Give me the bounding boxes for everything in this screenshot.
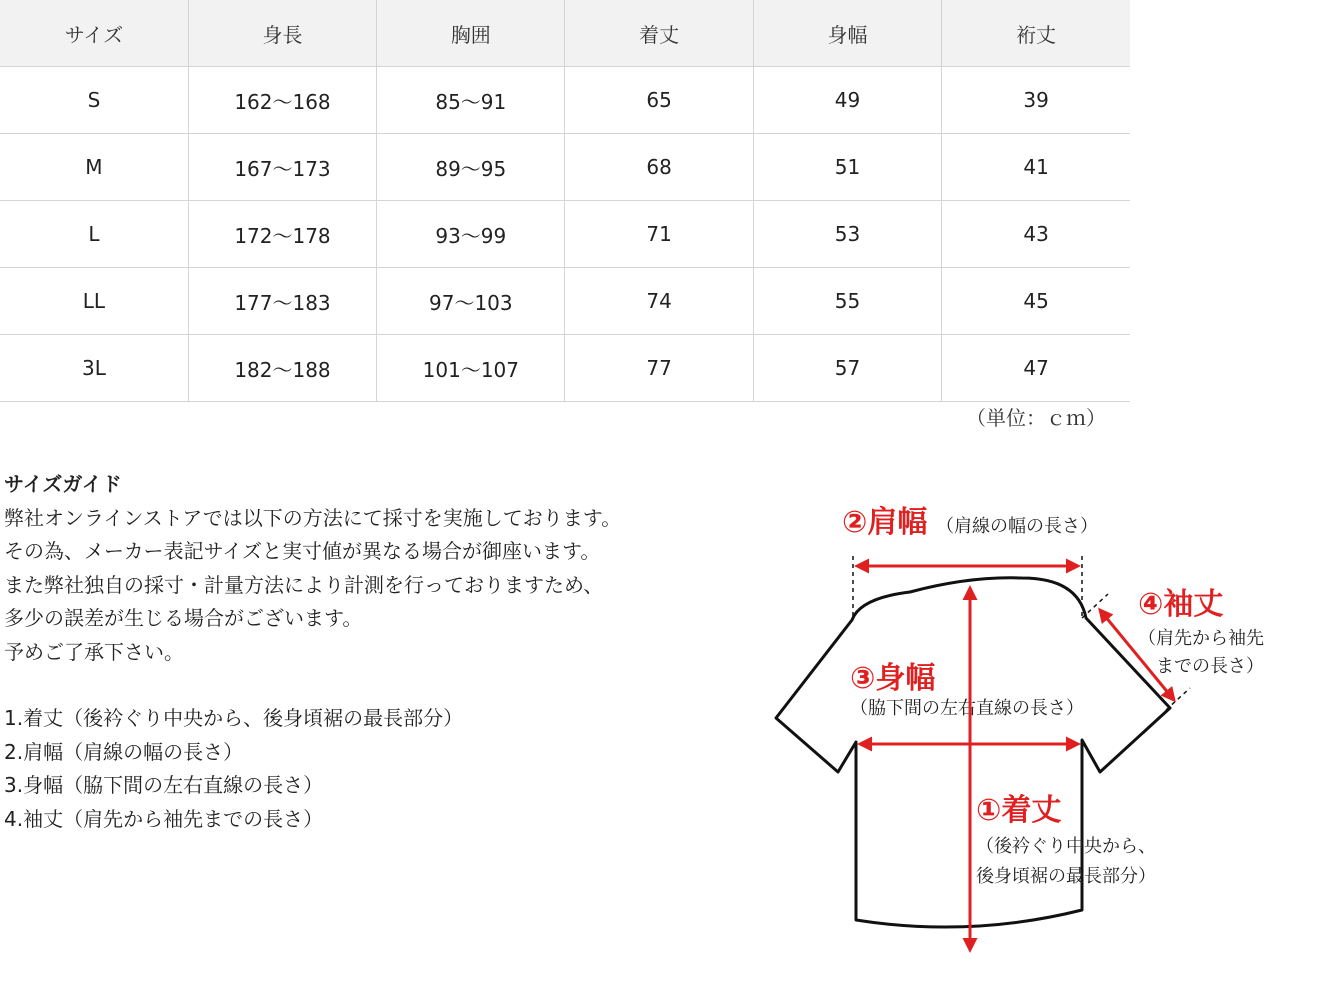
guide-item: 3.身幅（脇下間の左右直線の長さ）: [4, 773, 324, 797]
guide-paragraph: 弊社オンラインストアでは以下の方法にて採寸を実施しております。: [4, 505, 622, 530]
table-cell: 57: [753, 335, 941, 402]
guide-item: 2.肩幅（肩線の幅の長さ）: [4, 739, 244, 764]
table-cell: 68: [565, 134, 753, 201]
table-header-row: [0, 0, 1130, 67]
header-chest: 胸囲: [377, 0, 565, 67]
size-guide: [4, 468, 621, 836]
table-row: [0, 134, 1130, 201]
length-label: ①着丈: [976, 793, 1062, 828]
table-cell: S: [0, 67, 188, 134]
table-cell: 97～103: [377, 268, 565, 335]
sleeve-note-1: （肩先から袖先: [1138, 628, 1264, 649]
table-cell: 77: [565, 335, 753, 402]
guide-paragraph: 予めご了承下さい。: [4, 639, 184, 664]
table-cell: 93～99: [377, 201, 565, 268]
table-cell: 39: [942, 67, 1130, 134]
sleeve-label: ④袖丈: [1138, 587, 1224, 622]
table-cell: 47: [942, 335, 1130, 402]
guide-item: 4.袖丈（肩先から袖先までの長さ）: [4, 806, 324, 831]
size-table: [0, 0, 1130, 402]
table-cell: 49: [753, 67, 941, 134]
sleeve-note-2: までの長さ）: [1156, 656, 1264, 677]
length-note-2: 後身頃裾の最長部分）: [976, 866, 1156, 887]
table-cell: 162～168: [188, 67, 376, 134]
table-cell: 101～107: [377, 335, 565, 402]
table-row: [0, 67, 1130, 134]
table-row: [0, 268, 1130, 335]
table-cell: 85～91: [377, 67, 565, 134]
header-height: 身長: [188, 0, 376, 67]
unit-label: （単位：ｃｍ）: [966, 406, 1106, 430]
guide-item: 1.着丈（後衿ぐり中央から、後身頃裾の最長部分）: [4, 706, 464, 730]
table-cell: 182～188: [188, 335, 376, 402]
table-cell: 55: [753, 268, 941, 335]
chest-note: （脇下間の左右直線の長さ）: [850, 698, 1084, 719]
table-cell: 3L: [0, 335, 188, 402]
guide-paragraph: その為、メーカー表記サイズと実寸値が異なる場合が御座います。: [4, 539, 601, 563]
table-cell: 74: [565, 268, 753, 335]
guide-paragraph: また弊社独自の採寸・計量方法により計測を行っておりますため、: [4, 572, 604, 597]
table-cell: 43: [942, 201, 1130, 268]
shoulder-note: （肩線の幅の長さ）: [936, 516, 1098, 537]
guide-paragraph: 多少の誤差が生じる場合がございます。: [4, 606, 363, 630]
table-cell: 167～173: [188, 134, 376, 201]
header-width: 身幅: [753, 0, 941, 67]
table-cell: 177～183: [188, 268, 376, 335]
guide-title: サイズガイド: [4, 472, 122, 496]
table-cell: 65: [565, 67, 753, 134]
table-cell: M: [0, 134, 188, 201]
shoulder-label: ②肩幅: [842, 505, 928, 540]
table-row: [0, 335, 1130, 402]
table-cell: 89～95: [377, 134, 565, 201]
chest-label: ③身幅: [850, 661, 936, 696]
table-cell: 53: [753, 201, 941, 268]
spacer: [4, 669, 621, 702]
table-cell: 51: [753, 134, 941, 201]
header-length: 着丈: [565, 0, 753, 67]
table-cell: 172～178: [188, 201, 376, 268]
table-cell: LL: [0, 268, 188, 335]
table-cell: 71: [565, 201, 753, 268]
shirt-diagram: [760, 490, 1280, 960]
table-cell: L: [0, 201, 188, 268]
table-cell: 45: [942, 268, 1130, 335]
header-sleeve: 裄丈: [942, 0, 1130, 67]
length-note-1: （後衿ぐり中央から、: [976, 836, 1156, 857]
header-size: サイズ: [0, 0, 188, 67]
table-cell: 41: [942, 134, 1130, 201]
table-row: [0, 201, 1130, 268]
